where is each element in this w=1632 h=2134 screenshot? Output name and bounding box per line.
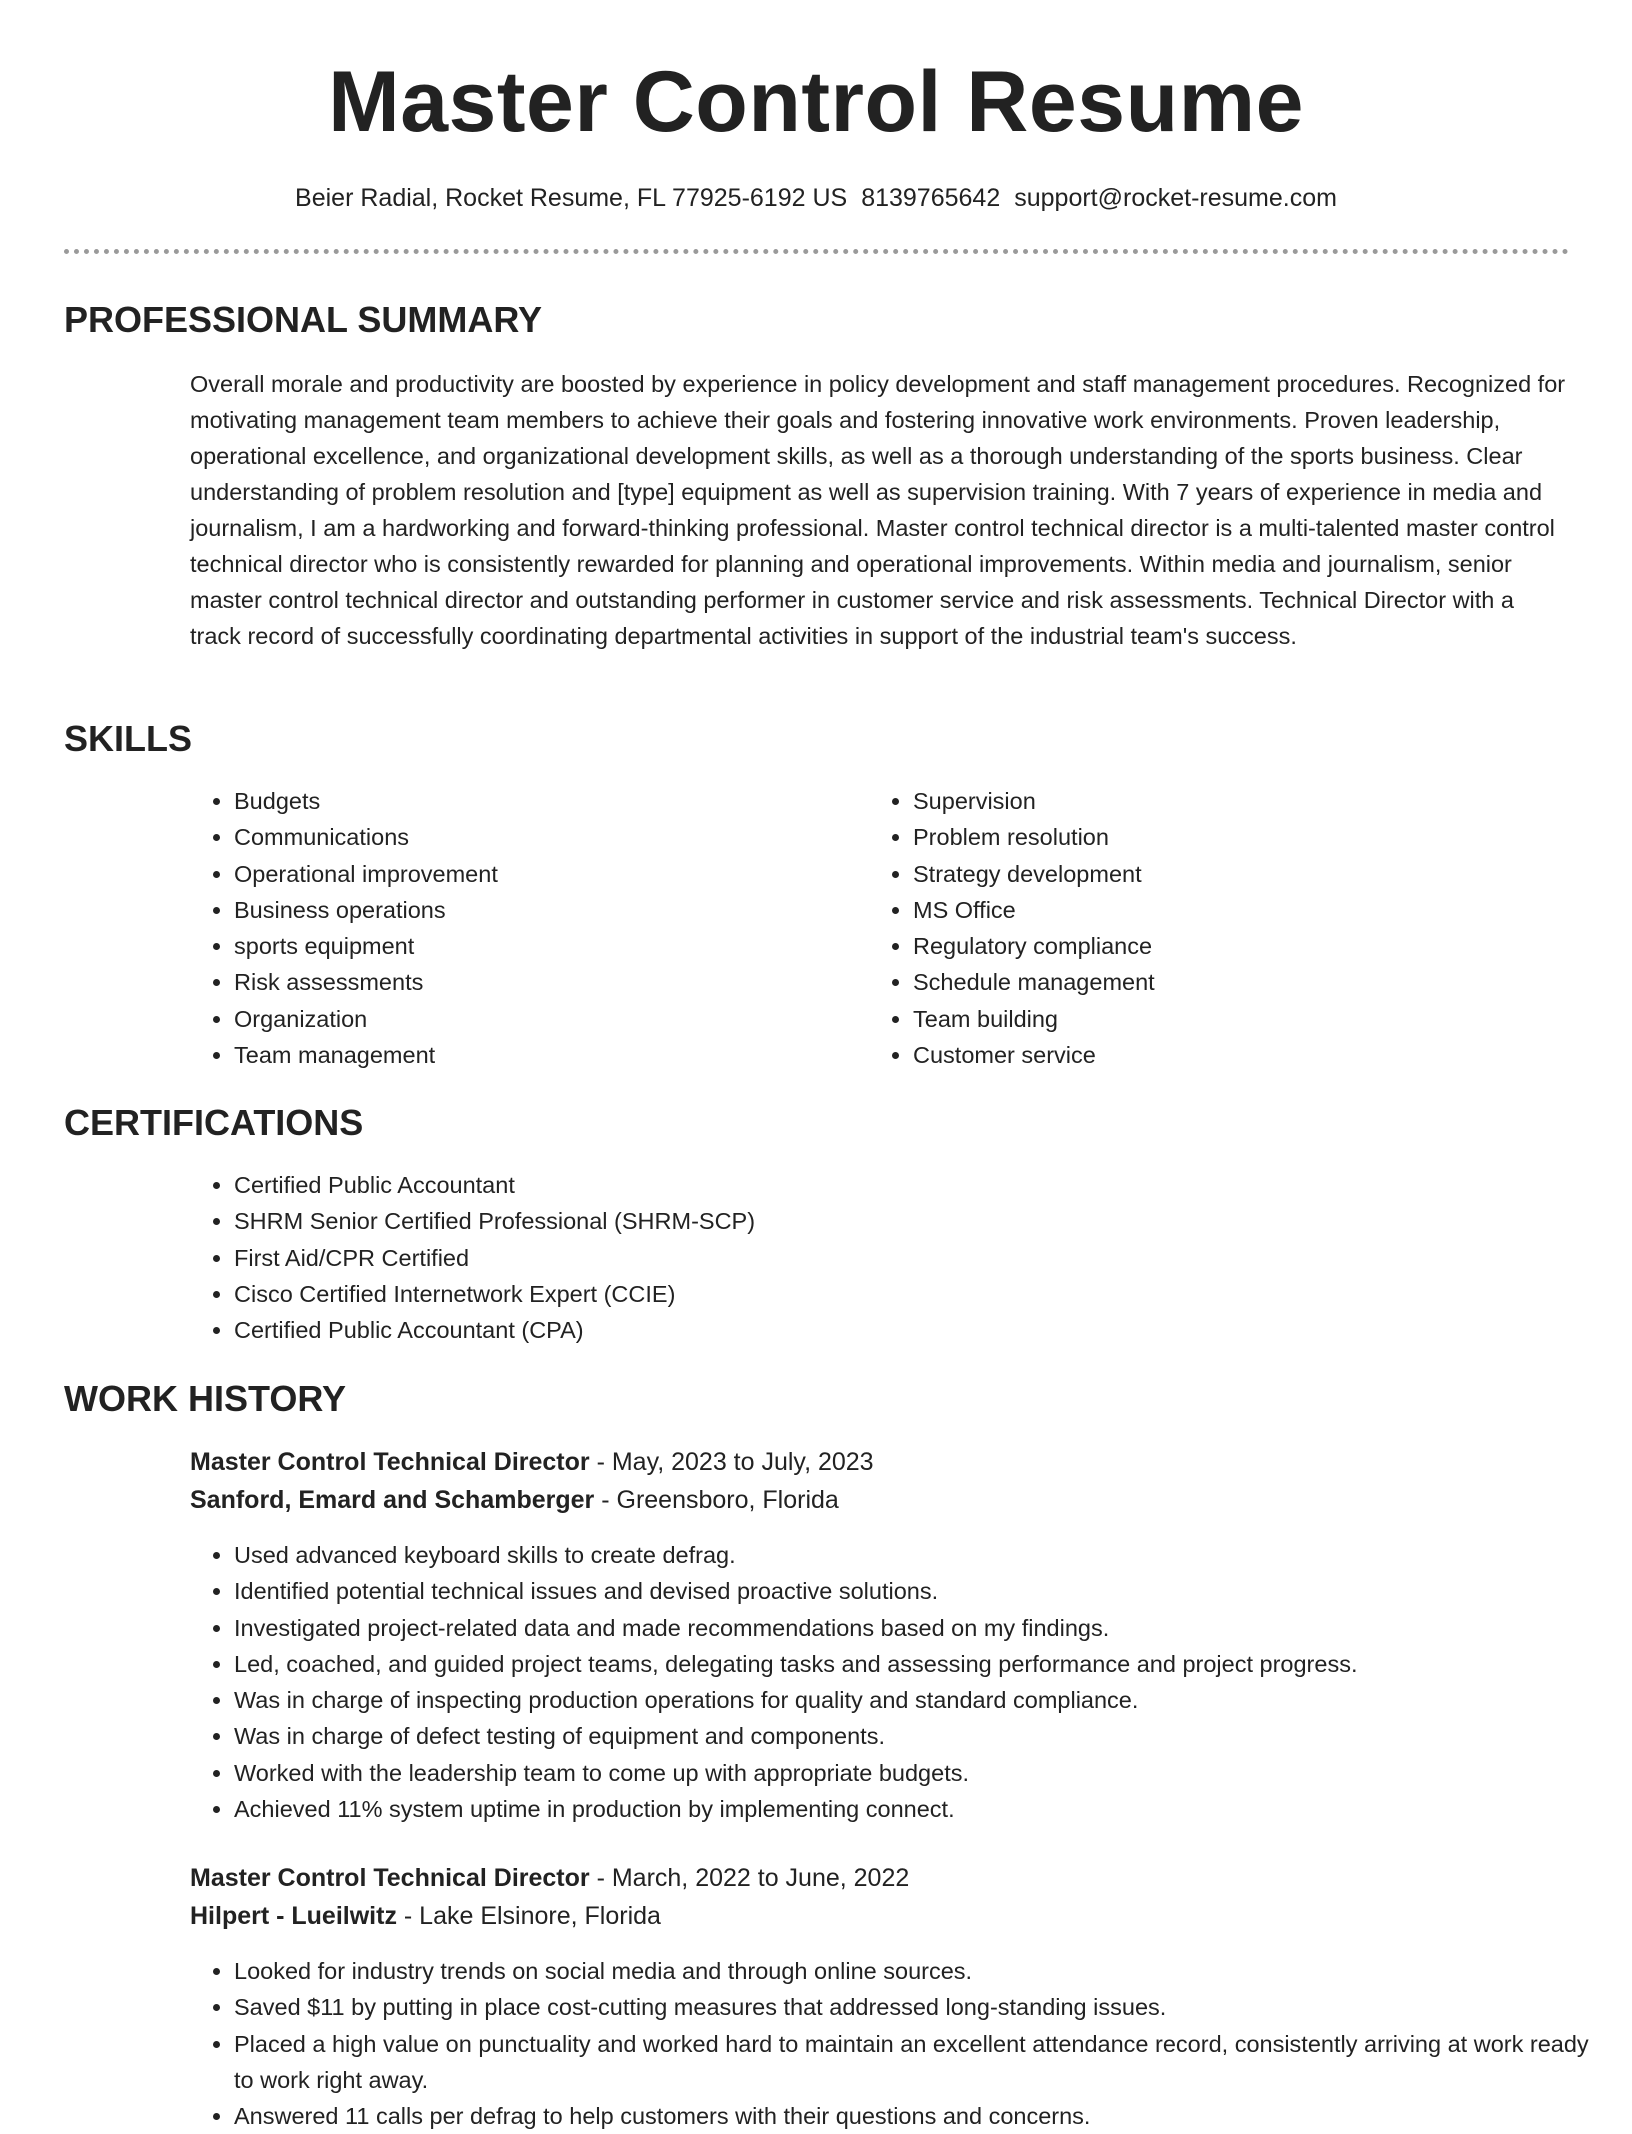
skill-item: • Schedule management	[913, 964, 1573, 1000]
job-bullets	[190, 1953, 1614, 2134]
contact-line	[0, 180, 1632, 216]
skill-item: • MS Office	[913, 892, 1573, 928]
job-bullet: • Investigated project-related data and made recommendations based on my findings.	[234, 1610, 1614, 1646]
job-title-line	[190, 1443, 874, 1481]
job-bullet: • Worked with the leadership team to come up with appropriate budgets.	[234, 1755, 1614, 1791]
header-divider	[64, 249, 1569, 254]
job-location: - Greensboro, Florida	[594, 1486, 839, 1514]
job-bullet: • Placed a high value on punctuality and worked hard to maintain an excellent attendance record, consistently arriving at work ready to work right away.	[234, 2026, 1614, 2099]
skill-item: • Regulatory compliance	[913, 928, 1573, 964]
job-bullet: • Saved $11 by putting in place cost-cutting measures that addressed long-standing issues.	[234, 1989, 1614, 2025]
skill-item: • Customer service	[913, 1037, 1573, 1073]
certification-item: • Certified Public Accountant (CPA)	[234, 1312, 1614, 1348]
contact-address: Beier Radial, Rocket Resume, FL 77925-6192 US	[295, 184, 848, 212]
skill-item: • Business operations	[234, 892, 854, 928]
skill-item: • Risk assessments	[234, 964, 854, 1000]
skill-item: • Organization	[234, 1001, 854, 1037]
job-bullet: • Answered 11 calls per defrag to help customers with their questions and concerns.	[234, 2098, 1614, 2134]
job-company-line	[190, 1481, 839, 1519]
section-title-certifications: CERTIFICATIONS	[64, 1102, 364, 1143]
job-bullet: • Led, coached, and guided project teams, delegating tasks and assessing performance and project progress.	[234, 1646, 1614, 1682]
skill-item: • Communications	[234, 819, 854, 855]
certification-item: • Cisco Certified Internetwork Expert (CCIE)	[234, 1276, 1614, 1312]
skill-item: • Problem resolution	[913, 819, 1573, 855]
job-dates: - May, 2023 to July, 2023	[589, 1448, 874, 1476]
job-bullets	[190, 1537, 1614, 1827]
resume-name: Master Control Resume	[328, 54, 1304, 150]
job-dates: - March, 2022 to June, 2022	[589, 1864, 910, 1892]
skill-item: • Supervision	[913, 783, 1573, 819]
job-title: Master Control Technical Director	[190, 1448, 590, 1476]
section-title-skills: SKILLS	[64, 718, 193, 759]
skill-item: • Team management	[234, 1037, 854, 1073]
section-title-work: WORK HISTORY	[64, 1378, 347, 1419]
skill-item: • Strategy development	[913, 856, 1573, 892]
job-bullet: • Identified potential technical issues and devised proactive solutions.	[234, 1573, 1614, 1609]
job-company: Sanford, Emard and Schamberger	[190, 1486, 595, 1514]
certification-item: • SHRM Senior Certified Professional (SHRM-SCP)	[234, 1203, 1614, 1239]
skill-item: • sports equipment	[234, 928, 854, 964]
job-title: Master Control Technical Director	[190, 1864, 590, 1892]
summary-text: Overall morale and productivity are boosted by experience in policy development and staff management procedures. Recognized for motivating management team members to achieve their goals and fostering innovative work environments. Proven leadership, operational excellence, and organizational development skills, as well as a thorough understanding of the sports business. Clear understanding of problem resolution and [type] equipment as well as supervision training. With 7 years of experience in media and journalism, I am a hardworking and forward-thinking professional. Master control technical director is a multi-talented master control technical director who is consistently rewarded for planning and operational improvements. Within media and journalism, senior master control technical director and outstanding performer in customer service and risk assessments. Technical Director with a track record of successfully coordinating departmental activities in support of the industrial team's success.	[190, 371, 1566, 649]
job-bullet: • Looked for industry trends on social media and through online sources.	[234, 1953, 1614, 1989]
skills-list-left	[190, 783, 854, 1073]
job-location: - Lake Elsinore, Florida	[396, 1902, 661, 1930]
skill-item: • Budgets	[234, 783, 854, 819]
job-bullet: • Was in charge of inspecting production operations for quality and standard compliance.	[234, 1682, 1614, 1718]
certifications-list	[190, 1167, 1614, 1348]
job-company: Hilpert - Lueilwitz	[190, 1902, 397, 1930]
job-bullet: • Used advanced keyboard skills to create defrag.	[234, 1537, 1614, 1573]
certification-item: • Certified Public Accountant	[234, 1167, 1614, 1203]
job-bullet: • Achieved 11% system uptime in production by implementing connect.	[234, 1791, 1614, 1827]
skills-list-right	[869, 783, 1573, 1073]
job-bullet: • Was in charge of defect testing of equipment and components.	[234, 1718, 1614, 1754]
certification-item: • First Aid/CPR Certified	[234, 1240, 1614, 1276]
section-title-summary: PROFESSIONAL SUMMARY	[64, 299, 543, 340]
job-title-line	[190, 1859, 909, 1897]
skill-item: • Team building	[913, 1001, 1573, 1037]
skill-item: • Operational improvement	[234, 856, 854, 892]
contact-phone: 8139765642	[861, 184, 1001, 212]
job-company-line	[190, 1897, 661, 1935]
contact-email: support@rocket-resume.com	[1014, 184, 1337, 212]
